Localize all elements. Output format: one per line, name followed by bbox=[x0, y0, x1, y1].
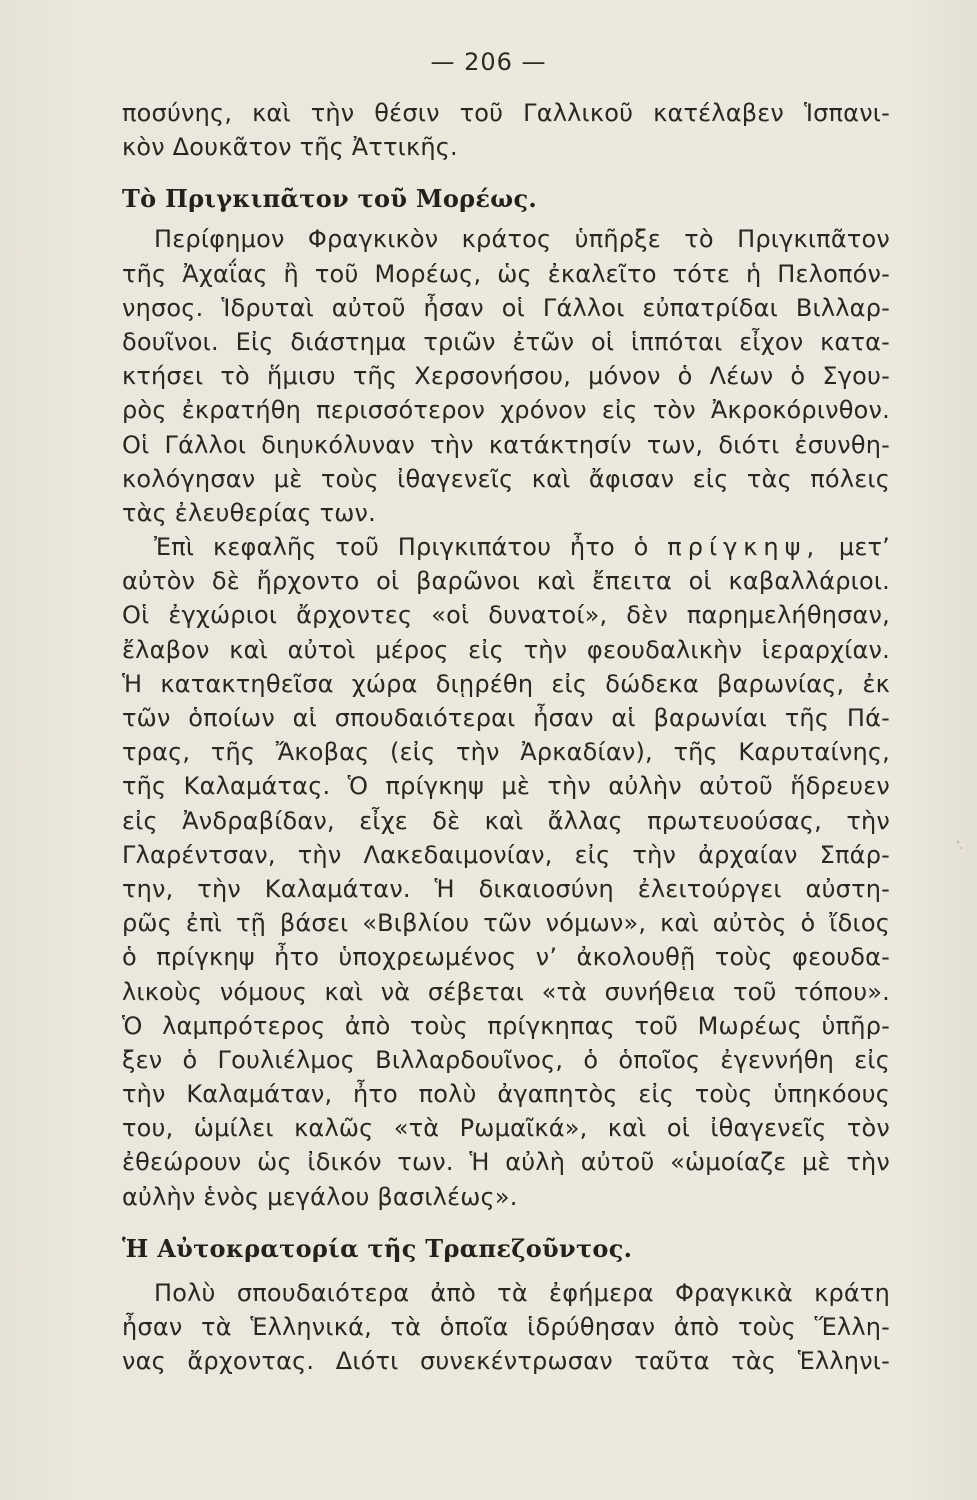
text-fragment: Ἐπὶ κεφαλῆς τοῦ Πριγκιπάτου ἦτο ὁ bbox=[154, 533, 668, 562]
paragraph-trebizond-intro bbox=[122, 1276, 890, 1379]
text-line: ξεν ὁ Γουλιέλμος Βιλλαρδουῖνος, ὁ ὁποῖος ἐγεννήθη εἰς bbox=[122, 1045, 890, 1074]
spaced-emphasis: πρίγκηψ, bbox=[667, 533, 821, 562]
text-line: Οἱ Γάλλοι διηυκόλυναν τὴν κατάκτησίν των, διότι ἐσυνθη- bbox=[122, 430, 890, 459]
text-line: δουῖνοι. Εἰς διάστημα τριῶν ἐτῶν οἱ ἱππόται εἶχον κατα- bbox=[122, 327, 890, 356]
text-line: ρῶς ἐπὶ τῇ βάσει «Βιβλίου τῶν νόμων», καὶ αὐτὸς ὁ ἴδιος bbox=[122, 909, 890, 938]
text-line: Ὁ λαμπρότερος ἀπὸ τοὺς πρίγκηπας τοῦ Μωρέως ὑπῆρ- bbox=[122, 1011, 890, 1040]
text-line: ἐθεώρουν ὡς ἰδικόν των. Ἡ αὐλὴ αὐτοῦ «ὡμοίαζε μὲ τὴν bbox=[122, 1148, 890, 1177]
text-line: νησος. Ἱδρυταὶ αὐτοῦ ἦσαν οἱ Γάλλοι εὐπατρίδαι Βιλλαρ- bbox=[122, 293, 890, 322]
text-line: κὸν Δουκᾶτον τῆς Ἀττικῆς. bbox=[122, 133, 458, 162]
text-line: ρὸς ἐκρατήθη περισσότερον χρόνον εἰς τὸν Ἀκροκόρινθον. bbox=[122, 396, 890, 425]
page-number: — 206 — bbox=[430, 48, 547, 76]
section-heading-empire-of-trebizond: Ἡ Αὐτοκρατορία τῆς Τραπεζοῦντος. bbox=[122, 1233, 633, 1263]
continued-paragraph bbox=[122, 96, 890, 164]
margin-speck bbox=[955, 838, 965, 852]
text-line: τὴν Καλαμάταν, ἦτο πολὺ ἀγαπητὸς εἰς τοὺς ὑπηκόους bbox=[122, 1080, 890, 1109]
text-line: νας ἄρχοντας. Διότι συνεκέντρωσαν ταῦτα τὰς Ἑλληνι- bbox=[122, 1347, 890, 1376]
text-line: τῆς Καλαμάτας. Ὁ πρίγκηψ μὲ τὴν αὐλὴν αὐτοῦ ἥδρευεν bbox=[122, 772, 890, 801]
text-line: κολόγησαν μὲ τοὺς ἰθαγενεῖς καὶ ἄφισαν εἰς τὰς πόλεις bbox=[122, 464, 890, 493]
text-line: ὁ πρίγκηψ ἦτο ὑποχρεωμένος ν’ ἀκολουθῇ τοὺς φεουδα- bbox=[122, 943, 890, 972]
text-line: Γλαρέντσαν, τὴν Λακεδαιμονίαν, εἰς τὴν ἀρχαίαν Σπάρ- bbox=[122, 840, 890, 869]
text-line: Οἱ ἐγχώριοι ἄρχοντες «οἱ δυνατοί», δὲν παρημελήθησαν, bbox=[122, 601, 890, 630]
page-body bbox=[122, 96, 890, 1378]
section-heading-principality-of-morea: Τὸ Πριγκιπᾶτον τοῦ Μορέως. bbox=[122, 184, 538, 214]
text-line: του, ὡμίλει καλῶς «τὰ Ρωμαῖκά», καὶ οἱ ἰθαγενεῖς τὸν bbox=[122, 1114, 890, 1143]
text-line: τῶν ὁποίων αἱ σπουδαιότεραι ἦσαν αἱ βαρωνίαι τῆς Πά- bbox=[122, 704, 890, 732]
text-line: τρας, τῆς Ἄκοβας (εἰς τὴν Ἀρκαδίαν), τῆς Καρυταίνης, bbox=[122, 738, 890, 767]
paragraph-principality-intro bbox=[122, 222, 890, 530]
text-line: την, τὴν Καλαμάταν. Ἡ δικαιοσύνη ἐλειτούργει αὐστη- bbox=[122, 874, 890, 903]
text-line: κτήσει τὸ ἥμισυ τῆς Χερσονήσου, μόνον ὁ Λέων ὁ Σγου- bbox=[122, 362, 890, 391]
paragraph-principality-structure bbox=[122, 530, 890, 1214]
text-line: ἦσαν τὰ Ἑλληνικά, τὰ ὁποῖα ἱδρύθησαν ἀπὸ τοὺς Ἕλλη- bbox=[122, 1313, 890, 1341]
text-line: εἰς Ἀνδραβίδαν, εἶχε δὲ καὶ ἄλλας πρωτευούσας, τὴν bbox=[122, 806, 890, 835]
text-line: αὐτὸν δὲ ἤρχοντο οἱ βαρῶνοι καὶ ἔπειτα οἱ καβαλλάριοι. bbox=[122, 567, 890, 596]
text-line: Ἡ κατακτηθεῖσα χώρα διῃρέθη εἰς δώδεκα βαρωνίας, ἐκ bbox=[122, 669, 890, 698]
text-line: Περίφημον Φραγκικὸν κράτος ὑπῆρξε τὸ Πριγκιπᾶτον bbox=[154, 225, 890, 254]
text-line: λικοὺς νόμους καὶ νὰ σέβεται «τὰ συνήθεια τοῦ τόπου». bbox=[122, 977, 890, 1006]
text-line: αὐλὴν ἑνὸς μεγάλου βασιλέως». bbox=[122, 1182, 518, 1211]
text-fragment: μετ’ bbox=[820, 533, 890, 562]
text-line: ἔλαβον καὶ αὐτοὶ μέρος εἰς τὴν φεουδαλικὴν ἱεραρχίαν. bbox=[122, 635, 890, 664]
text-line: ποσύνης, καὶ τὴν θέσιν τοῦ Γαλλικοῦ κατέλαβεν Ἱσπανι- bbox=[122, 99, 890, 127]
text-line: τὰς ἐλευθερίας των. bbox=[122, 498, 376, 527]
text-line: Πολὺ σπουδαιότερα ἀπὸ τὰ ἐφήμερα Φραγκικὰ κράτη bbox=[154, 1278, 890, 1307]
text-line: τῆς Ἀχαΐας ἢ τοῦ Μορέως, ὡς ἐκαλεῖτο τότε ἡ Πελοπόν- bbox=[122, 259, 890, 288]
text-line bbox=[122, 530, 890, 564]
